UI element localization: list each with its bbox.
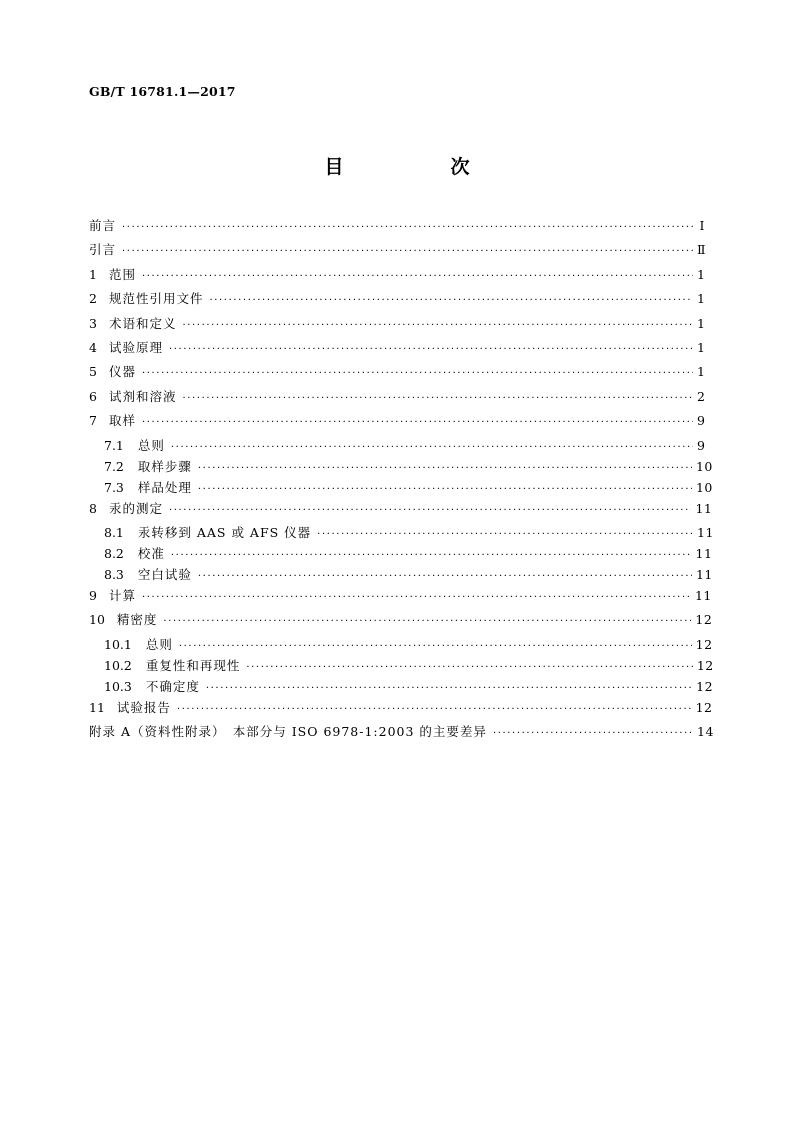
toc-entry-label: 取样步骤 bbox=[137, 458, 192, 474]
toc-entry-label: 取样 bbox=[108, 413, 136, 429]
toc-entry-number: 8 bbox=[89, 500, 97, 516]
toc-entry[interactable] bbox=[89, 610, 713, 634]
toc-entry[interactable] bbox=[89, 457, 713, 478]
toc-entry-number: 10.3 bbox=[104, 678, 132, 694]
toc-leader-dots bbox=[246, 662, 693, 673]
toc-entry[interactable] bbox=[89, 656, 714, 677]
toc-leader-dots bbox=[179, 641, 692, 652]
toc-entry-page: 1 bbox=[697, 291, 706, 307]
toc-leader-dots bbox=[198, 463, 692, 474]
toc-entry-label: 范围 bbox=[108, 266, 136, 282]
toc-entry[interactable] bbox=[89, 499, 713, 523]
toc-leader-dots bbox=[198, 571, 692, 582]
toc-entry[interactable] bbox=[89, 265, 705, 289]
toc-entry-label: 规范性引用文件 bbox=[108, 291, 204, 307]
toc-entry-number: 10 bbox=[89, 612, 105, 628]
toc-leader-dots bbox=[209, 295, 693, 306]
toc-entry[interactable] bbox=[89, 436, 705, 457]
toc-entry-number: 7.1 bbox=[104, 437, 124, 453]
toc-leader-dots bbox=[169, 344, 693, 355]
toc-entry-page: 10 bbox=[695, 458, 713, 474]
toc-entry-number: 1 bbox=[89, 266, 97, 282]
toc-entry[interactable] bbox=[89, 387, 705, 411]
toc-entry-page: 2 bbox=[697, 388, 706, 404]
toc-entry-label: 样品处理 bbox=[137, 479, 192, 495]
toc-entry-label: 试剂和溶液 bbox=[108, 388, 177, 404]
toc-entry[interactable] bbox=[89, 698, 713, 722]
toc-leader-dots bbox=[177, 704, 692, 715]
toc-entry[interactable] bbox=[89, 216, 705, 240]
toc-entry-page: 11 bbox=[695, 500, 713, 516]
toc-entry-number: 7.3 bbox=[104, 479, 124, 495]
toc-entry-label: 不确定度 bbox=[145, 678, 200, 694]
toc-entry[interactable] bbox=[89, 722, 714, 746]
toc-leader-dots bbox=[142, 368, 693, 379]
toc-entry-number: 5 bbox=[89, 364, 97, 380]
toc-leader-dots bbox=[122, 222, 693, 233]
toc-leader-dots bbox=[198, 484, 692, 495]
toc-entry-page: 1 bbox=[697, 364, 706, 380]
toc-leader-dots bbox=[169, 505, 692, 516]
toc-entry-page: 11 bbox=[695, 566, 713, 582]
toc-entry[interactable] bbox=[89, 478, 713, 499]
toc-leader-dots bbox=[122, 246, 693, 257]
toc-leader-dots bbox=[206, 683, 692, 694]
toc-entry-page: 9 bbox=[697, 437, 706, 453]
toc-entry-page: Ⅱ bbox=[697, 242, 706, 258]
toc-entry-number: 8.3 bbox=[104, 566, 124, 582]
toc-entry-page: 11 bbox=[694, 587, 712, 603]
toc-entry-page: 12 bbox=[695, 612, 713, 628]
toc-entry[interactable] bbox=[89, 411, 705, 435]
toc-entry-number: 9 bbox=[89, 587, 97, 603]
toc-leader-dots bbox=[163, 616, 691, 627]
toc-entry-number: 11 bbox=[89, 699, 105, 715]
toc-entry-page: 1 bbox=[697, 266, 706, 282]
toc-entry-label: 计算 bbox=[108, 587, 136, 603]
toc-entry[interactable] bbox=[89, 586, 712, 610]
toc-entry-page: 1 bbox=[697, 339, 706, 355]
toc-entry-label: 附录 A（资料性附录） 本部分与 ISO 6978-1:2003 的主要差异 bbox=[89, 724, 487, 740]
toc-entry[interactable] bbox=[89, 314, 705, 338]
toc-entry[interactable] bbox=[89, 240, 705, 264]
toc-leader-dots bbox=[182, 393, 693, 404]
toc-entry-number: 2 bbox=[89, 291, 97, 307]
toc-leader-dots bbox=[142, 592, 691, 603]
toc-entry-page: 12 bbox=[695, 636, 713, 652]
toc-entry-page: Ⅰ bbox=[699, 218, 705, 233]
toc-entry-label: 校准 bbox=[137, 545, 165, 561]
toc-entry[interactable] bbox=[89, 362, 705, 386]
toc-entry-label: 总则 bbox=[137, 437, 165, 453]
toc-entry-page: 10 bbox=[695, 479, 713, 495]
toc-entry[interactable] bbox=[89, 289, 705, 313]
toc-entry-label: 术语和定义 bbox=[108, 315, 177, 331]
table-of-contents bbox=[89, 216, 714, 746]
toc-leader-dots bbox=[317, 529, 693, 540]
page-title: 目 次 bbox=[324, 156, 514, 178]
toc-entry-page: 12 bbox=[696, 657, 714, 673]
toc-leader-dots bbox=[182, 320, 693, 331]
toc-entry-page: 12 bbox=[695, 699, 713, 715]
toc-leader-dots bbox=[493, 728, 693, 739]
toc-entry-number: 8.1 bbox=[104, 524, 124, 540]
toc-entry-label: 试验报告 bbox=[116, 699, 171, 715]
toc-entry-page: 12 bbox=[696, 678, 714, 694]
toc-entry-label: 试验原理 bbox=[108, 339, 163, 355]
toc-leader-dots bbox=[142, 271, 693, 282]
toc-entry[interactable] bbox=[89, 635, 713, 656]
toc-entry-label: 空白试验 bbox=[137, 566, 192, 582]
toc-entry[interactable] bbox=[89, 523, 714, 544]
toc-entry[interactable] bbox=[89, 565, 713, 586]
toc-entry-label: 精密度 bbox=[116, 612, 158, 628]
toc-entry-label: 汞转移到 AAS 或 AFS 仪器 bbox=[137, 524, 312, 540]
toc-entry-page: 1 bbox=[697, 315, 706, 331]
toc-entry-page: 9 bbox=[697, 413, 706, 429]
toc-entry-number: 7 bbox=[89, 413, 97, 429]
toc-entry-page: 11 bbox=[695, 545, 713, 561]
toc-leader-dots bbox=[142, 417, 693, 428]
toc-entry-label: 总则 bbox=[145, 636, 173, 652]
toc-entry-number: 3 bbox=[89, 315, 97, 331]
toc-entry-number: 8.2 bbox=[104, 545, 124, 561]
toc-entry-label: 仪器 bbox=[108, 364, 136, 380]
toc-leader-dots bbox=[171, 550, 692, 561]
standard-code: GB/T 16781.1—2017 bbox=[89, 84, 236, 99]
toc-entry-label: 引言 bbox=[89, 242, 117, 258]
toc-entry-label: 前言 bbox=[89, 218, 117, 233]
toc-entry-number: 10.2 bbox=[104, 657, 132, 673]
toc-entry-label: 汞的测定 bbox=[108, 500, 163, 516]
toc-entry-page: 11 bbox=[697, 524, 714, 540]
toc-entry[interactable] bbox=[89, 677, 714, 698]
toc-entry-number: 7.2 bbox=[104, 458, 124, 474]
toc-entry-number: 10.1 bbox=[104, 636, 132, 652]
toc-entry-number: 6 bbox=[89, 388, 97, 404]
toc-entry-number: 4 bbox=[89, 339, 97, 355]
toc-entry[interactable] bbox=[89, 338, 705, 362]
toc-leader-dots bbox=[171, 442, 693, 453]
toc-entry[interactable] bbox=[89, 544, 713, 565]
toc-entry-page: 14 bbox=[697, 724, 714, 740]
toc-entry-label: 重复性和再现性 bbox=[145, 657, 241, 673]
